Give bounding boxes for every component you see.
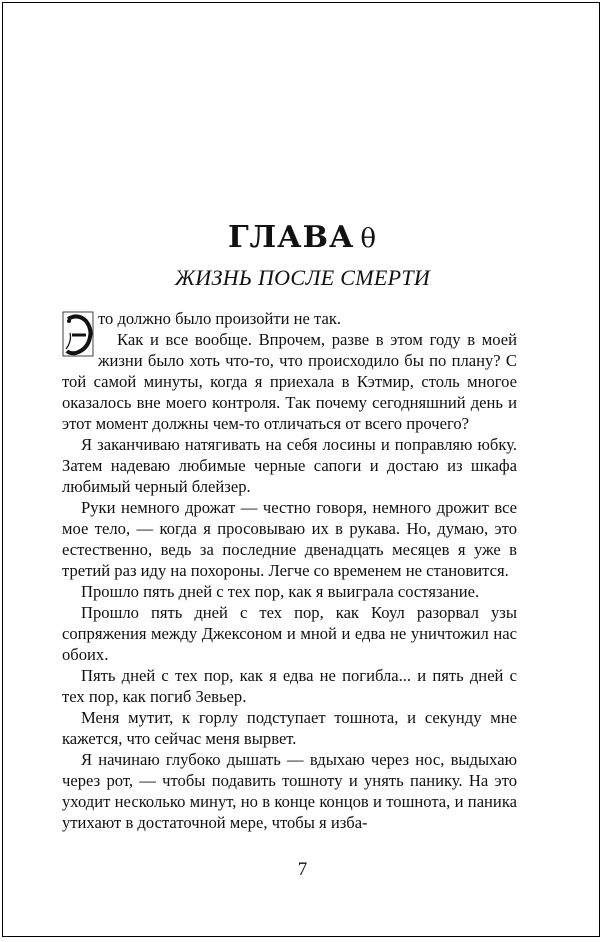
page-number: 7 — [297, 859, 308, 880]
paragraph: Прошло пять дней с тех пор, как Коул разорвал узы сопряжения между Джексоном и мной и едва не уничтожил нас обоих. — [62, 603, 517, 664]
paragraph — [62, 308, 517, 345]
chapter-title: ЖИЗНЬ ПОСЛЕ СМЕРТИ — [174, 265, 431, 290]
chapter-heading — [0, 220, 605, 255]
drop-cap — [62, 311, 94, 357]
paragraph: Меня мутит, к горлу подступает тошнота, и секунду мне кажется, что сейчас меня вырвет. — [62, 708, 517, 748]
drop-cap-letter: Э — [78, 344, 79, 345]
paragraph: Как и все вообще. Впрочем, разве в этом году в моей жизни было хоть что-то, что происходило бы по плану? С той самой минуты, когда я приехала в Кэтмир, столь многое оказалось вне моего контроля. Так почему сегодняшний день и этот момент должны чем-то отличаться от всего прочего? — [62, 330, 517, 433]
paragraph: Прошло пять дней с тех пор, как я выиграла состязание. — [81, 582, 480, 601]
paragraph-text: то должно было произойти не так. — [98, 309, 342, 328]
chapter-number: θ — [360, 224, 378, 254]
paragraph: Пять дней с тех пор, как я едва не погибла... и пять дней с тех пор, как погиб Зевьер. — [62, 666, 517, 706]
paragraph: Я начинаю глубоко дышать — вдыхаю через нос, выдыхаю через рот, — чтобы подавить тошноту и унять панику. На это уходит несколько минут, но в конце концов и тошнота, и паника утихают в достаточной мере, чтобы я изба- — [62, 750, 517, 832]
paragraph: Руки немного дрожат — честно говоря, немного дрожит все мое тело, — когда я просовываю их в рукава. Но, думаю, это естественно, ведь за последние двенадцать месяцев я уже в третий раз иду на похороны. Легче со временем не становится. — [62, 498, 517, 580]
body-text — [62, 308, 517, 833]
paragraph: Я заканчиваю натягивать на себя лосины и поправляю юбку. Затем надеваю любимые черные сапоги и достаю из шкафа любимый черный блейзер. — [62, 435, 517, 496]
chapter-word: ГЛАВА — [227, 220, 355, 255]
